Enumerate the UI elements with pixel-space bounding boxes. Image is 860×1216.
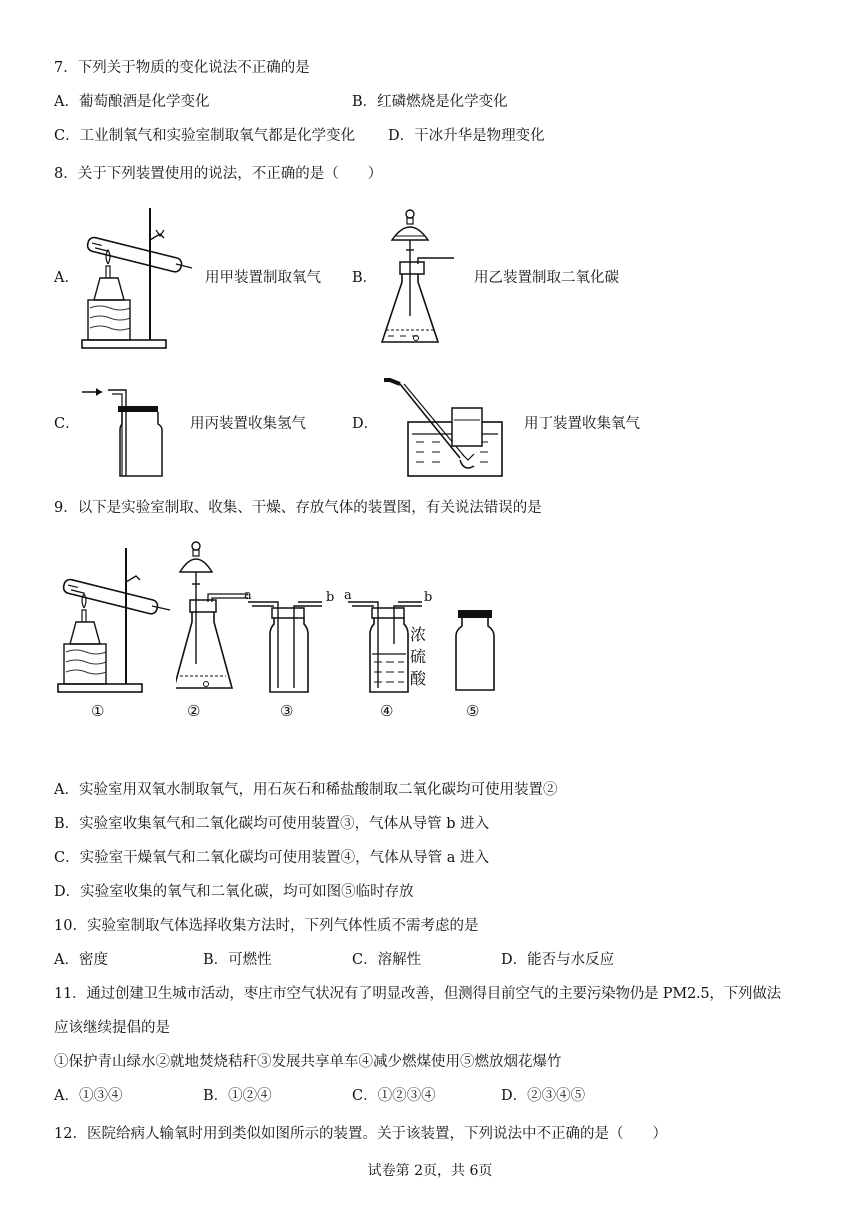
q8-option-d-letter: D． xyxy=(352,416,379,432)
figure-label-4: ④ xyxy=(380,702,394,720)
apparatus-jia-figure xyxy=(76,204,196,352)
apparatus-3-tube-a-label: a xyxy=(244,588,252,603)
apparatus-5-figure xyxy=(450,608,500,694)
q11-option-a: A．①③④ xyxy=(54,1088,123,1104)
q8-stem: 8．关于下列装置使用的说法，不正确的是（ ） xyxy=(54,166,383,182)
q10-option-d: D．能否与水反应 xyxy=(501,952,615,968)
q11-stem-line2: 应该继续提倡的是 xyxy=(54,1020,170,1036)
q10-option-c: C．溶解性 xyxy=(352,952,422,968)
q12-stem: 12．医院给病人输氧时用到类似如图所示的装置。关于该装置，下列说法中不正确的是（ ） xyxy=(54,1126,667,1142)
apparatus-2-figure xyxy=(176,538,252,698)
apparatus-yi-figure xyxy=(378,204,458,352)
q7-option-a: A．葡萄酿酒是化学变化 xyxy=(54,94,210,110)
figure-label-2: ② xyxy=(187,702,201,720)
q9-option-d: D．实验室收集的氧气和二氧化碳，均可如图⑤临时存放 xyxy=(54,884,414,900)
figure-label-5: ⑤ xyxy=(466,702,480,720)
q10-option-b: B．可燃性 xyxy=(203,952,272,968)
apparatus-3-tube-b-label: b xyxy=(326,590,335,605)
q8-option-b-caption: 用乙装置制取二氧化碳 xyxy=(474,270,619,286)
q9-option-b: B．实验室收集氧气和二氧化碳均可使用装置③，气体从导管 b 进入 xyxy=(54,816,490,832)
q11-option-c: C．①②③④ xyxy=(352,1088,436,1104)
q11-stem-line1: 11．通过创建卫生城市活动，枣庄市空气状况有了明显改善，但测得目前空气的主要污染物仍是 PM2.5，下列做法 xyxy=(54,986,781,1002)
q8-option-b-letter: B． xyxy=(352,270,378,286)
figure-label-3: ③ xyxy=(280,702,294,720)
apparatus-4-tube-a-label: a xyxy=(344,588,352,603)
q11-items: ①保护青山绿水②就地焚烧秸秆③发展共享单车④减少燃煤使用⑤燃放烟花爆竹 xyxy=(54,1054,562,1070)
q7-option-c: C．工业制氧气和实验室制取氧气都是化学变化 xyxy=(54,128,356,144)
q9-option-c: C．实验室干燥氧气和二氧化碳均可使用装置④，气体从导管 a 进入 xyxy=(54,850,489,866)
apparatus-bing-figure xyxy=(80,384,170,480)
q9-option-a: A．实验室用双氧水制取氧气，用石灰石和稀盐酸制取二氧化碳均可使用装置② xyxy=(54,782,558,798)
q10-option-a: A．密度 xyxy=(54,952,108,968)
figure-label-1: ① xyxy=(91,702,105,720)
acid-label-1: 浓 xyxy=(410,625,427,644)
q7-stem: 7．下列关于物质的变化说法不正确的是 xyxy=(54,60,310,76)
acid-label-3: 酸 xyxy=(410,669,427,688)
q7-option-d: D．干冰升华是物理变化 xyxy=(388,128,545,144)
q8-option-c-caption: 用丙装置收集氢气 xyxy=(190,416,306,432)
page-footer: 试卷第 2页，共 6页 xyxy=(367,1163,493,1179)
apparatus-4-tube-b-label: b xyxy=(424,590,433,605)
acid-label-2: 硫 xyxy=(410,647,427,666)
q10-stem: 10．实验室制取气体选择收集方法时，下列气体性质不需考虑的是 xyxy=(54,918,479,934)
q7-option-b: B．红磷燃烧是化学变化 xyxy=(352,94,508,110)
q8-option-d-caption: 用丁装置收集氧气 xyxy=(524,416,640,432)
apparatus-1-figure xyxy=(52,538,172,696)
q8-option-a-letter: A． xyxy=(54,270,79,286)
q8-option-c-letter: C． xyxy=(54,416,80,432)
q11-option-b: B．①②④ xyxy=(203,1088,272,1104)
apparatus-ding-figure xyxy=(376,376,510,484)
q9-stem: 9．以下是实验室制取、收集、干燥、存放气体的装置图，有关说法错误的是 xyxy=(54,500,542,516)
q11-option-d: D．②③④⑤ xyxy=(501,1088,586,1104)
q8-option-a-caption: 用甲装置制取氧气 xyxy=(205,270,321,286)
